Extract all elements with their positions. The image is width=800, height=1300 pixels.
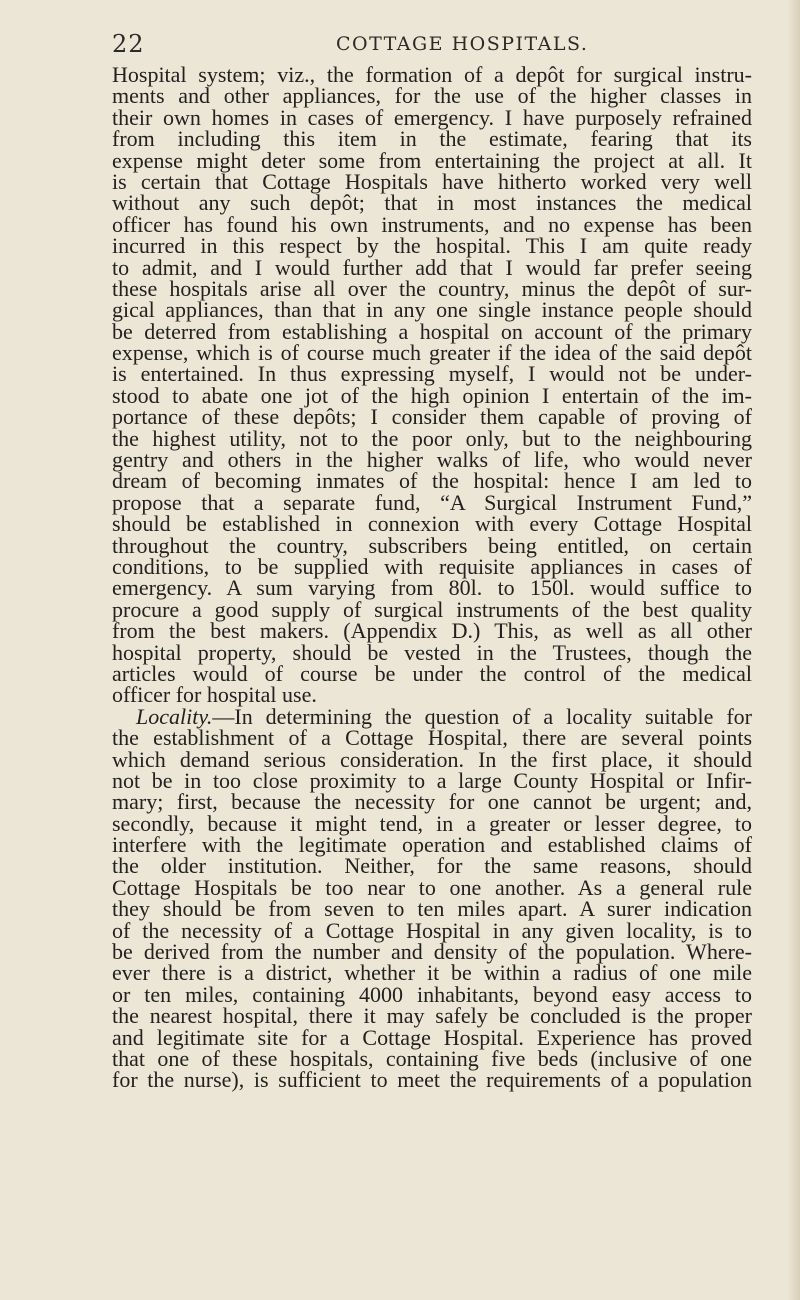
text-line: secondly, because it might tend, in a greater or lesser degree, to (112, 810, 752, 836)
text-line: the establishment of a Cottage Hospital, there are several points (112, 725, 752, 751)
text-line: not be in too close proximity to a large County Hospital or Infir- (112, 767, 752, 793)
text-line: for the nurse), is sufficient to meet the requirements of a population (112, 1067, 752, 1093)
text-line: expense, which is of course much greater if the idea of the said depôt (112, 340, 752, 366)
text-line: incurred in this respect by the hospital. This I am quite ready (112, 233, 752, 259)
paragraph (112, 64, 752, 706)
section-heading: Locality. (136, 703, 213, 729)
text-line: articles would of course be under the control of the medical (112, 660, 752, 686)
text-line: without any such depôt; that in most instances the medical (112, 190, 752, 216)
text-line: gentry and others in the higher walks of life, who would never (112, 447, 752, 473)
text-line: dream of becoming inmates of the hospital: hence I am led to (112, 468, 752, 494)
text-line: which demand serious consideration. In the first place, it should (112, 746, 752, 772)
body-text (112, 64, 752, 1091)
running-head: COTTAGE HOSPITALS. (336, 33, 589, 55)
text-line: that one of these hospitals, containing five beds (inclusive of one (112, 1045, 752, 1071)
text-line: to admit, and I would further add that I would far prefer seeing (112, 254, 752, 280)
text-line: is entertained. In thus expressing myself, I would not be under- (112, 361, 752, 387)
section-first-line: —In determining the question of a locality suitable for (212, 703, 752, 729)
text-line: hospital property, should be vested in the Trustees, though the (112, 639, 752, 665)
text-line: portance of these depôts; I consider them capable of proving of (112, 404, 752, 430)
text-line: stood to abate one jot of the high opinion I entertain of the im- (112, 382, 752, 408)
text-line: from including this item in the estimate, fearing that its (112, 126, 752, 152)
text-line: ever there is a district, whether it be within a radius of one mile (112, 960, 752, 986)
text-line: mary; first, because the necessity for one cannot be urgent; and, (112, 789, 752, 815)
text-line: should be established in connexion with every Cottage Hospital (112, 511, 752, 537)
text-line: the highest utility, not to the poor only, but to the neighbouring (112, 425, 752, 451)
text-line: of the necessity of a Cottage Hospital in any given locality, is to (112, 917, 752, 943)
text-line: the older institution. Neither, for the same reasons, should (112, 853, 752, 879)
text-line: expense might deter some from entertaining the project at all. It (112, 147, 752, 173)
text-line: gical appliances, than that in any one single instance people should (112, 297, 752, 323)
text-line: Cottage Hospitals be too near to one another. As a general rule (112, 874, 752, 900)
page-number: 22 (112, 30, 145, 58)
text-line: be deterred from establishing a hospital on account of the primary (112, 318, 752, 344)
text-line: officer for hospital use. (112, 682, 317, 708)
text-line: is certain that Cottage Hospitals have hitherto worked very well (112, 168, 752, 194)
text-line: procure a good supply of surgical instruments of the best quality (112, 596, 752, 622)
text-line: be derived from the number and density of the population. Where- (112, 939, 752, 965)
text-line: Hospital system; viz., the formation of a depôt for surgical instru- (112, 62, 752, 87)
text-line: and legitimate site for a Cottage Hospital. Experience has proved (112, 1024, 752, 1050)
text-line: throughout the country, subscribers being entitled, on certain (112, 532, 752, 558)
page-header (112, 30, 752, 60)
text-line: officer has found his own instruments, and no expense has been (112, 211, 752, 237)
text-line: or ten miles, containing 4000 inhabitants, beyond easy access to (112, 981, 752, 1007)
text-line: interfere with the legitimate operation and established claims of (112, 832, 752, 858)
text-line: their own homes in cases of emergency. I have purposely refrained (112, 104, 752, 130)
paragraph (112, 727, 752, 1091)
text-line: conditions, to be supplied with requisite appliances in cases of (112, 553, 752, 579)
text-line: these hospitals arise all over the country, minus the depôt of sur- (112, 275, 752, 301)
page-edge-shadow (788, 0, 800, 1300)
text-line: the nearest hospital, there it may safely be concluded is the proper (112, 1003, 752, 1029)
text-line: they should be from seven to ten miles apart. A surer indication (112, 896, 752, 922)
text-line: ments and other appliances, for the use of the higher classes in (112, 83, 752, 109)
text-line: from the best makers. (Appendix D.) This, as well as all other (112, 618, 752, 644)
text-line: propose that a separate fund, “A Surgical Instrument Fund,” (112, 489, 752, 515)
text-line (112, 703, 752, 729)
text-line: emergency. A sum varying from 80l. to 150l. would suffice to (112, 575, 752, 601)
